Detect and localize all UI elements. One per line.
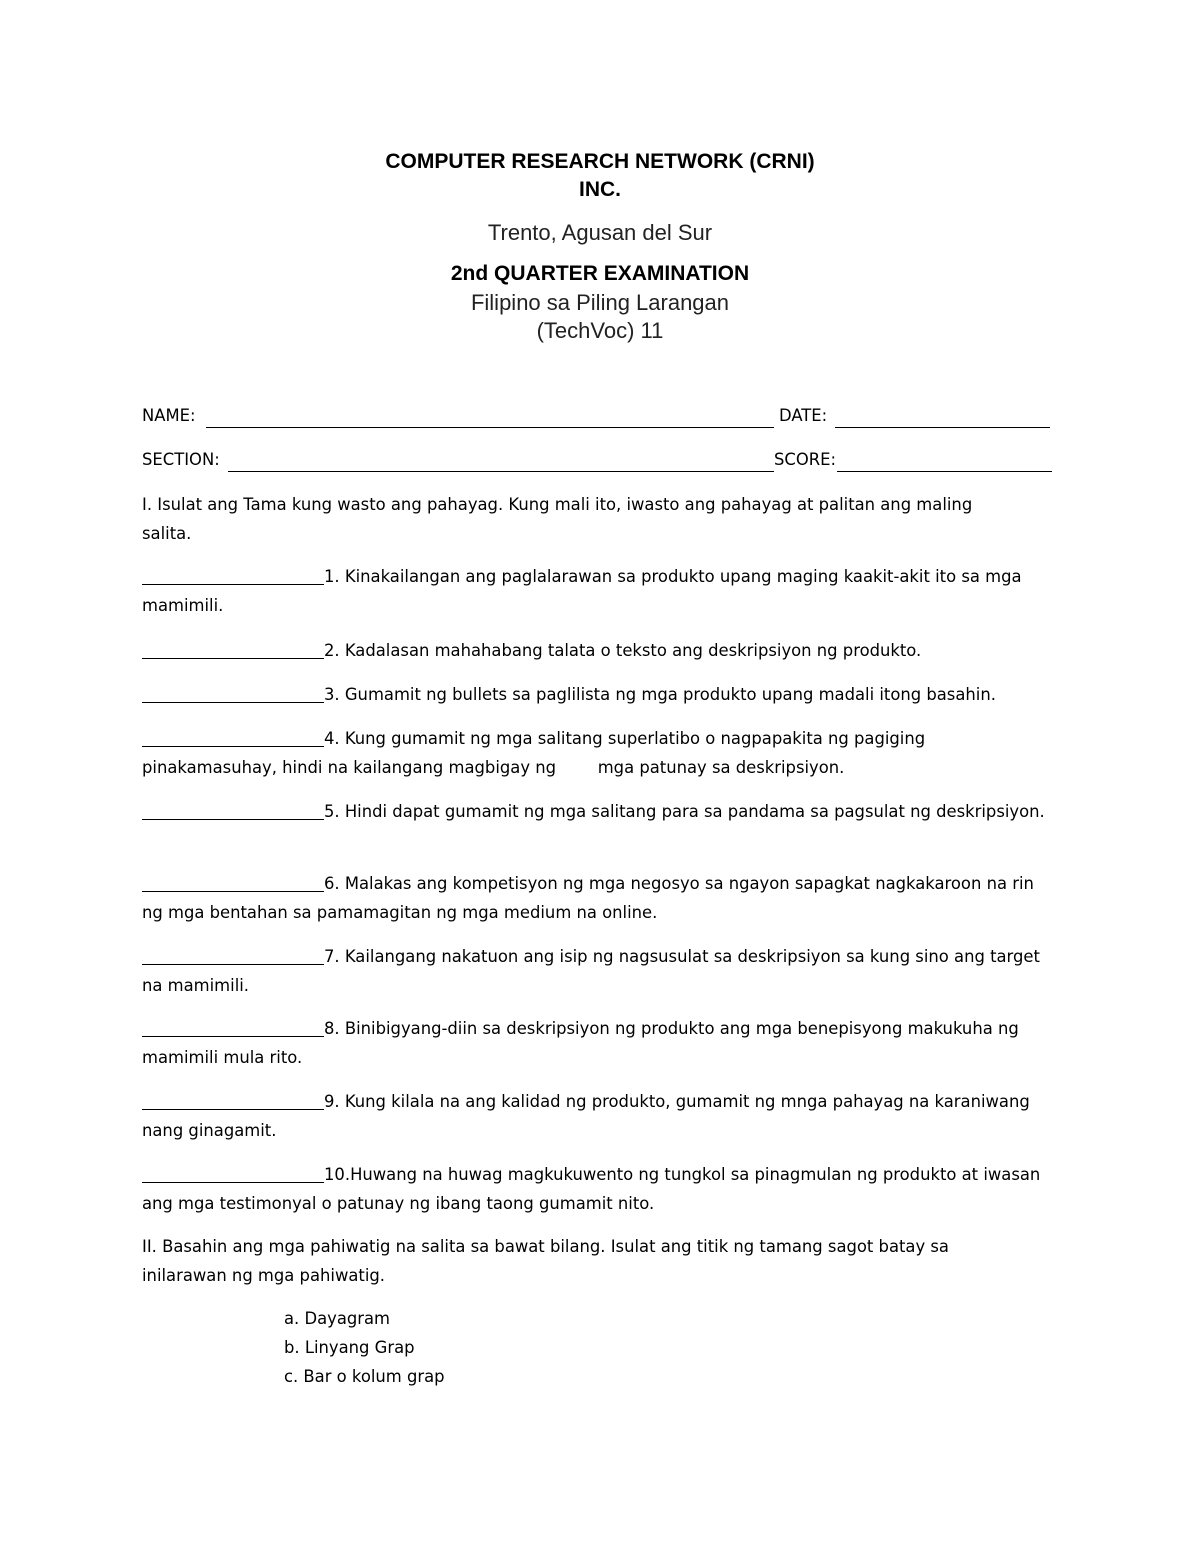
- list-item: 6. Malakas ang kompetisyon ng mga negosyo sa ngayon sapagkat nagkakaroon na rin ng mga bentahan sa pamamagitan ng mga medium na online.: [142, 874, 1034, 922]
- section-field[interactable]: [228, 471, 774, 472]
- section-label: SECTION:: [142, 450, 220, 469]
- answer-blank[interactable]: [142, 640, 324, 659]
- choice-list: [284, 1304, 445, 1391]
- name-label: NAME:: [142, 406, 196, 425]
- organization-name: COMPUTER RESEARCH NETWORK (CRNI): [385, 150, 815, 173]
- list-item: 10.Huwang na huwag magkukuwento ng tungkol sa pinagmulan ng produkto at iwasan ang mga testimonyal o patunay ng ibang taong gumamit nito.: [142, 1165, 1041, 1213]
- answer-blank[interactable]: [142, 801, 324, 820]
- score-label: SCORE:: [774, 450, 837, 469]
- choice-item: c. Bar o kolum grap: [284, 1367, 445, 1386]
- list-item: 9. Kung kilala na ang kalidad ng produkto, gumamit ng mnga pahayag na karaniwang nang ginagamit.: [142, 1092, 1030, 1140]
- answer-blank[interactable]: [142, 1091, 324, 1110]
- score-field[interactable]: [837, 471, 1052, 472]
- list-item: 2. Kadalasan mahahabang talata o teksto ang deskripsiyon ng produkto.: [142, 636, 1057, 665]
- part2-instruction: II. Basahin ang mga pahiwatig na salita sa bawat bilang. Isulat ang titik ng tamang sagot batay sa inilarawan ng mga pahiwatig.: [142, 1237, 949, 1285]
- list-item: 5. Hindi dapat gumamit ng mga salitang para sa pandama sa pagsulat ng deskripsiyon.: [142, 797, 1057, 826]
- part1-instruction: I. Isulat ang Tama kung wasto ang pahayag. Kung mali ito, iwasto ang pahayag at palitan ang maling salita.: [142, 495, 973, 543]
- answer-blank[interactable]: [142, 684, 324, 703]
- name-date-row: [142, 406, 1054, 430]
- subject-grade: (TechVoc) 11: [536, 318, 664, 343]
- answer-blank[interactable]: [142, 1018, 324, 1037]
- exam-title: 2nd QUARTER EXAMINATION: [450, 262, 750, 285]
- choice-item: a. Dayagram: [284, 1309, 391, 1328]
- choice-item: b. Linyang Grap: [284, 1338, 415, 1357]
- subject-title: Filipino sa Piling Larangan: [470, 290, 730, 315]
- list-item: 8. Binibigyang-diin sa deskripsiyon ng produkto ang mga benepisyong makukuha ng mamimili mula rito.: [142, 1019, 1019, 1067]
- list-item: 3. Gumamit ng bullets sa paglilista ng mga produkto upang madali itong basahin.: [142, 680, 1057, 709]
- answer-blank[interactable]: [142, 728, 324, 747]
- answer-blank[interactable]: [142, 873, 324, 892]
- date-field[interactable]: [835, 427, 1050, 428]
- name-field[interactable]: [206, 427, 774, 428]
- list-item: 4. Kung gumamit ng mga salitang superlatibo o nagpapakita ng pagiging pinakamasuhay, hindi na kailangang magbigay ng mga patunay sa deskripsiyon.: [142, 729, 931, 777]
- list-item: 1. Kinakailangan ang paglalarawan sa produkto upang maging kaakit-akit ito sa mga mamimili.: [142, 567, 1022, 615]
- section-score-row: [142, 450, 1054, 474]
- answer-blank[interactable]: [142, 566, 324, 585]
- location: Trento, Agusan del Sur: [487, 220, 713, 245]
- list-item: 7. Kailangang nakatuon ang isip ng nagsusulat sa deskripsiyon sa kung sino ang target na mamimili.: [142, 947, 1040, 995]
- date-label: DATE:: [779, 406, 828, 425]
- organization-name-suffix: INC.: [579, 178, 621, 201]
- answer-blank[interactable]: [142, 1164, 324, 1183]
- answer-blank[interactable]: [142, 946, 324, 965]
